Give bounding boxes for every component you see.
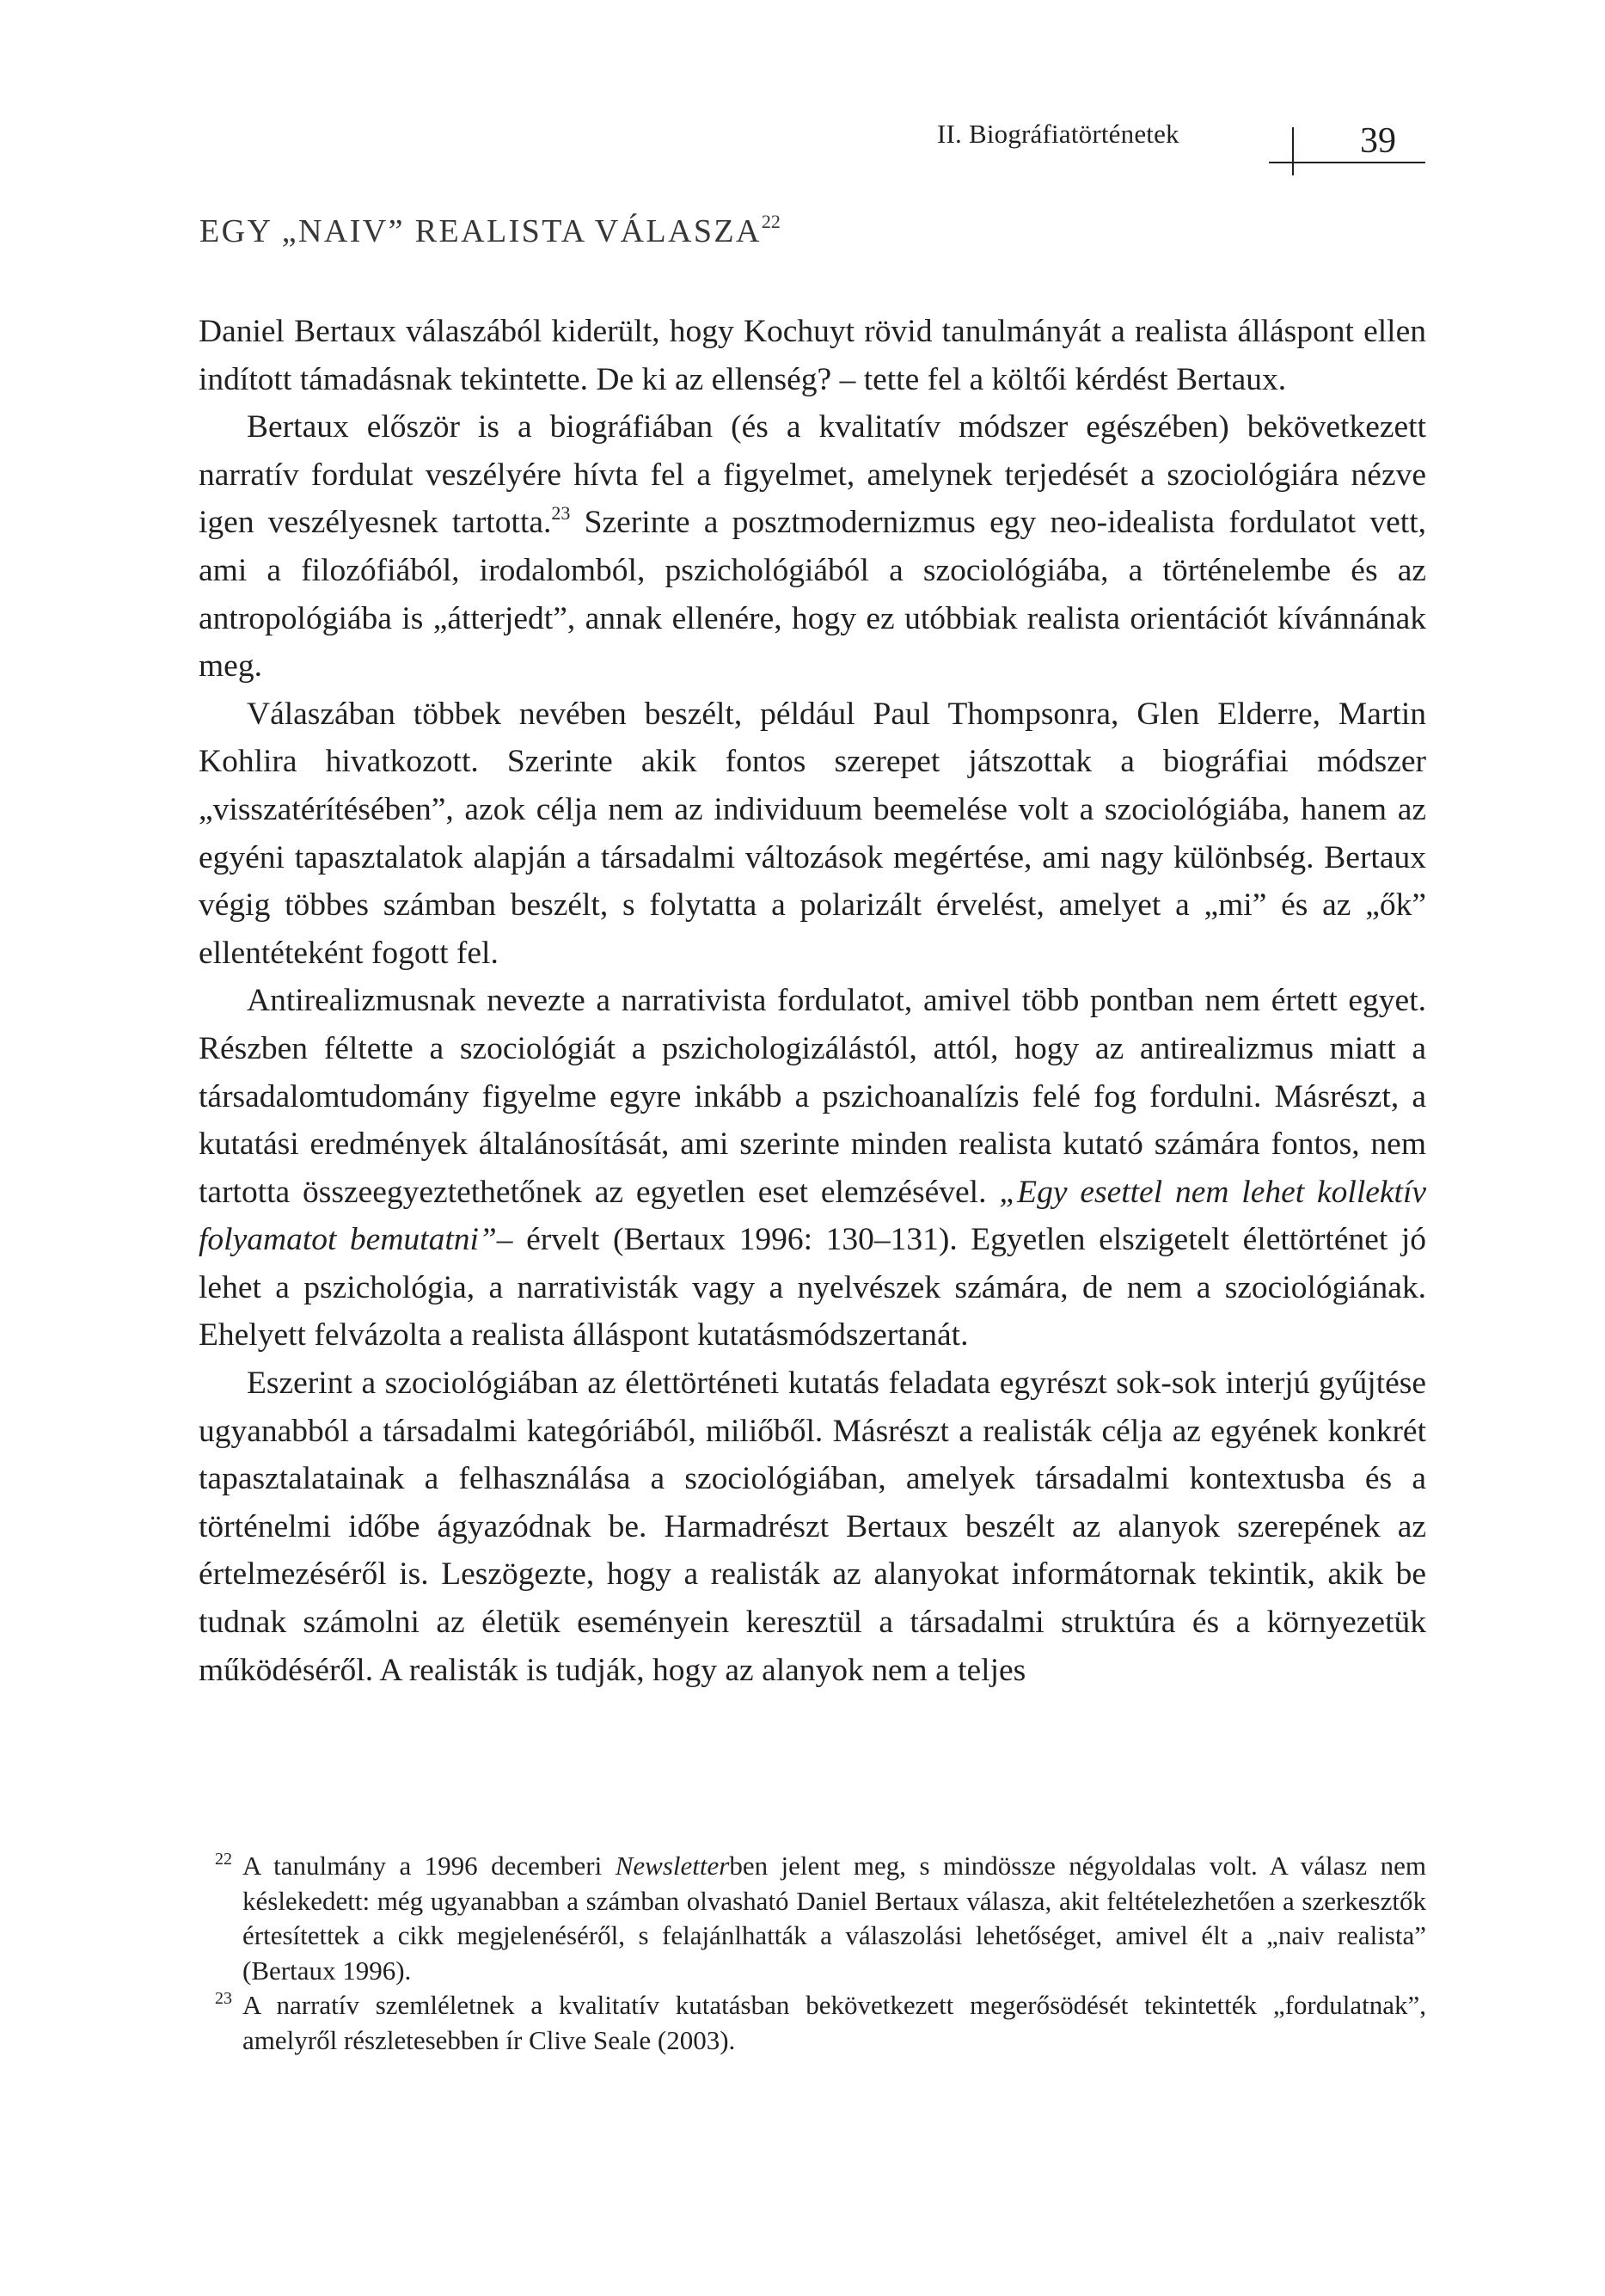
section-title bbox=[199, 212, 781, 250]
footnote-22 bbox=[215, 1849, 1426, 1988]
footnote-ref-23[interactable]: 23 bbox=[551, 502, 571, 525]
paragraph-4-quote: „Egy esettel nem lehet kollektív folyamatot bemutatni” bbox=[199, 1174, 1427, 1258]
paragraph-1: Daniel Bertaux válaszából kiderült, hogy Kochuyt rövid tanulmányát a realista álláspont ellen indított támadásnak tekintette. De ki az ellenség? – tette fel a költői kérdést Bertaux. bbox=[199, 314, 1426, 397]
paragraph-2-part-b: Szerinte a posztmodernizmus egy neo-idealista fordulatot vett, ami a filozófiából, irodalomból, pszichológiából a szociológiába, a történelembe és az antropológiába is „átterjedt”, annak ellenére, hogy ez utóbbiak realista orientációt kívánnának meg. bbox=[199, 505, 1426, 685]
running-head: II. Biográfiatörténetek bbox=[937, 119, 1179, 149]
footnote-text: ben jelent meg, s mindössze négyoldalas volt. A válasz nem késlekedett: még ugyanabban a számban olvasható Daniel Bertaux válasza, akit feltételezhetően a szerkesztők értesítettek a cikk megjelenéséről, s felajánlhatták a válaszolási lehetőséget, amivel élt a „naiv realista” (Bertaux 1996). bbox=[242, 1851, 1426, 1986]
paragraph-2-part-a: Bertaux először is a biográfiában (és a kvalitatív módszer egészében) bekövetkezett narratív fordulat veszélyére hívta fel a figyelmet, amelynek terjedését a szociológiára nézve igen veszélyesnek tartotta. bbox=[199, 409, 1426, 541]
footnote-ref-22[interactable]: 22 bbox=[761, 211, 781, 232]
footnote-text: A tanulmány a 1996 decemberi bbox=[242, 1851, 616, 1881]
paragraph-5: Eszerint a szociológiában az élettörténeti kutatás feladata egyrészt sok-sok interjú gyűjtése ugyanabból a társadalmi kategóriából, miliőből. Másrészt a realisták célja az egyének konkrét tapasztalatainak a felhasználása a szociológiában, amelyek társadalmi kontextusba és a történelmi időbe ágyazódnak be. Harmadrészt Bertaux beszélt az alanyok szerepének az értelmezéséről is. Leszögezte, hogy a realisták az alanyokat informátornak tekintik, akik be tudnak számolni az életük eseményein keresztül a társadalmi struktúra és a környezetük működéséről. A realisták is tudják, hogy az alanyok nem a teljes bbox=[199, 1366, 1426, 1688]
header-horizontal-rule bbox=[1269, 162, 1425, 163]
paragraph-4-part-b: – érvelt (Bertaux 1996: 130–131). Egyetlen elszigetelt élettörténet jó lehet a pszichológia, a narrativisták vagy a nyelvészek számára, de nem a szociológiának. Ehelyett felvázolta a realista álláspont kutatásmódszertanát. bbox=[199, 1222, 1426, 1354]
footnote-23 bbox=[215, 1988, 1426, 2058]
paragraph-4-part-a: Antirealizmusnak nevezte a narrativista fordulatot, amivel több pontban nem értett egyet. Részben féltette a szociológiát a pszichologizálástól, attól, hogy az antirealizmus miatt a társadalomtudomány figyelme egyre inkább a pszichoanalízis felé fog fordulni. Másrészt, a kutatási eredmények általánosítását, ami szerinte minden realista kutató számára fontos, nem tartotta összeegyeztethetőnek az egyetlen eset elemzésével. bbox=[199, 983, 1426, 1210]
footnote-text: A narratív szemléletnek a kvalitatív kutatásban bekövetkezett megerősödését tekintették „fordulatnak”, amelyről részletesebben ír Clive Seale (2003). bbox=[242, 1990, 1426, 2055]
section-title-text: EGY „NAIV” REALISTA VÁLASZA bbox=[199, 213, 762, 249]
footnote-italic: Newsletter bbox=[615, 1851, 730, 1881]
footnote-number: 23 bbox=[215, 1989, 232, 2008]
header-vertical-rule bbox=[1292, 127, 1294, 175]
paragraph-3: Válaszában többek nevében beszélt, például Paul Thompsonra, Glen Elderre, Martin Kohlira hivatkozott. Szerinte akik fontos szerepet játszottak a biográfiai módszer „visszatérítésében”, azok célja nem az individuum beemelése volt a szociológiába, hanem az egyéni tapasztalatok alapján a társadalmi változások megértése, ami nagy különbség. Bertaux végig többes számban beszélt, s folytatta a polarizált érvelést, amelyet a „mi” és az „ők” ellentéteként fogott fel. bbox=[199, 696, 1426, 971]
body-text bbox=[199, 308, 1426, 1694]
page-number: 39 bbox=[1360, 121, 1396, 161]
paragraph-4 bbox=[199, 977, 1426, 1360]
footnote-number: 22 bbox=[215, 1850, 232, 1869]
footnotes bbox=[215, 1849, 1426, 2058]
paragraph-2 bbox=[199, 403, 1426, 691]
